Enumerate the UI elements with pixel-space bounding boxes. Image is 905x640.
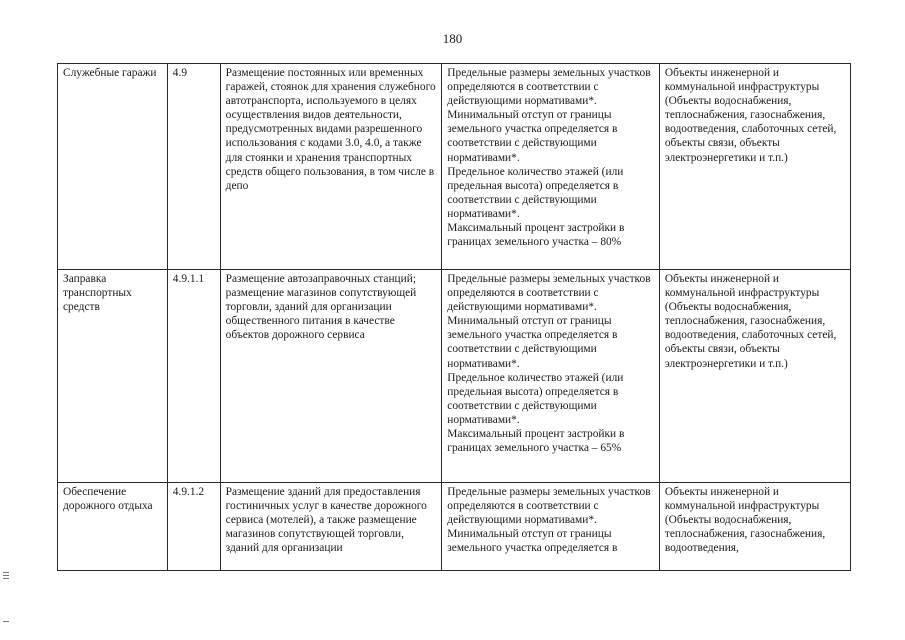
page-number: 180 xyxy=(442,31,463,46)
parameters-cell xyxy=(442,483,660,571)
cell-text: 4.9.1.2 xyxy=(172,486,205,498)
parameter-line: Предельное количество этажей (или предельная высота) определяется в соответствии с действующими нормативами*. xyxy=(447,165,624,220)
parameter-line: Максимальный процент застройки в границах земельного участка – 80% xyxy=(447,222,625,249)
parameters-cell xyxy=(442,270,660,483)
parameter-line: Минимальный отступ от границы земельного участка определяется в соответствии с действующими нормативами*. xyxy=(447,315,618,370)
parameter-line: Предельное количество этажей (или предельная высота) определяется в соответствии с действующими нормативами*. xyxy=(447,371,624,426)
parameter-line: Предельные размеры земельных участков определяются в соответствии с действующими нормативами*. xyxy=(447,486,651,527)
cell-text: Обеспечение дорожного отдыха xyxy=(63,486,153,513)
use-description-cell: Размещение постоянных или временных гаражей, стоянок для хранения служебного автотранспорта, используемого в целях осуществления видов деятельности, предусмотренных видами разрешенного использования с кодами 3.0, 4.0, а также для стоянки и хранения транспортных средств общего пользования, в том числе в депо xyxy=(220,64,442,270)
table-row xyxy=(58,483,851,571)
parameter-line: Минимальный отступ от границы земельного участка определяется в xyxy=(447,528,618,555)
cell-text: Размещение зданий для предоставления гостиничных услуг в качестве дорожного сервиса (мотелей), а также размещение магазинов сопутствующей торговли, зданий для организации xyxy=(225,486,427,555)
use-name-cell: Служебные гаражи xyxy=(58,64,168,270)
margin-mark xyxy=(3,572,9,573)
margin-mark xyxy=(3,578,9,579)
land-use-table xyxy=(57,63,851,571)
margin-mark xyxy=(3,575,9,576)
use-name-cell xyxy=(58,483,168,571)
auxiliary-uses-cell xyxy=(659,483,850,571)
use-description-cell xyxy=(220,483,442,571)
parameter-line: Максимальный процент застройки в границах земельного участка – 65% xyxy=(447,428,625,455)
parameter-line: Предельные размеры земельных участков определяются в соответствии с действующими нормативами*. xyxy=(447,273,651,314)
use-code-cell: 4.9 xyxy=(167,64,220,270)
parameters-cell xyxy=(442,64,660,270)
use-description-cell: Размещение автозаправочных станций; размещение магазинов сопутствующей торговли, зданий для организации общественного питания в качестве объектов дорожного сервиса xyxy=(220,270,442,483)
parameter-line: Предельные размеры земельных участков определяются в соответствии с действующими нормативами*. xyxy=(447,67,651,108)
auxiliary-uses-cell: Объекты инженерной и коммунальной инфраструктуры (Объекты водоснабжения, теплоснабжения, газоснабжения, водоотведения, слаботочных сетей, объекты связи, объекты электроэнергетики и т.п.) xyxy=(659,270,850,483)
use-code-cell: 4.9.1.1 xyxy=(167,270,220,483)
table-row xyxy=(58,270,851,483)
use-name-cell: Заправка транспортных средств xyxy=(58,270,168,483)
margin-mark xyxy=(3,621,9,622)
cell-text xyxy=(447,485,655,569)
table-row xyxy=(58,64,851,270)
cell-text: Объекты инженерной и коммунальной инфраструктуры (Объекты водоснабжения, теплоснабжения, газоснабжения, водоотведения, xyxy=(664,486,826,555)
auxiliary-uses-cell: Объекты инженерной и коммунальной инфраструктуры (Объекты водоснабжения, теплоснабжения, газоснабжения, водоотведения, слаботочных сетей, объекты связи, объекты электроэнергетики и т.п.) xyxy=(659,64,850,270)
use-code-cell xyxy=(167,483,220,571)
parameter-line: Минимальный отступ от границы земельного участка определяется в соответствии с действующими нормативами*. xyxy=(447,109,618,164)
